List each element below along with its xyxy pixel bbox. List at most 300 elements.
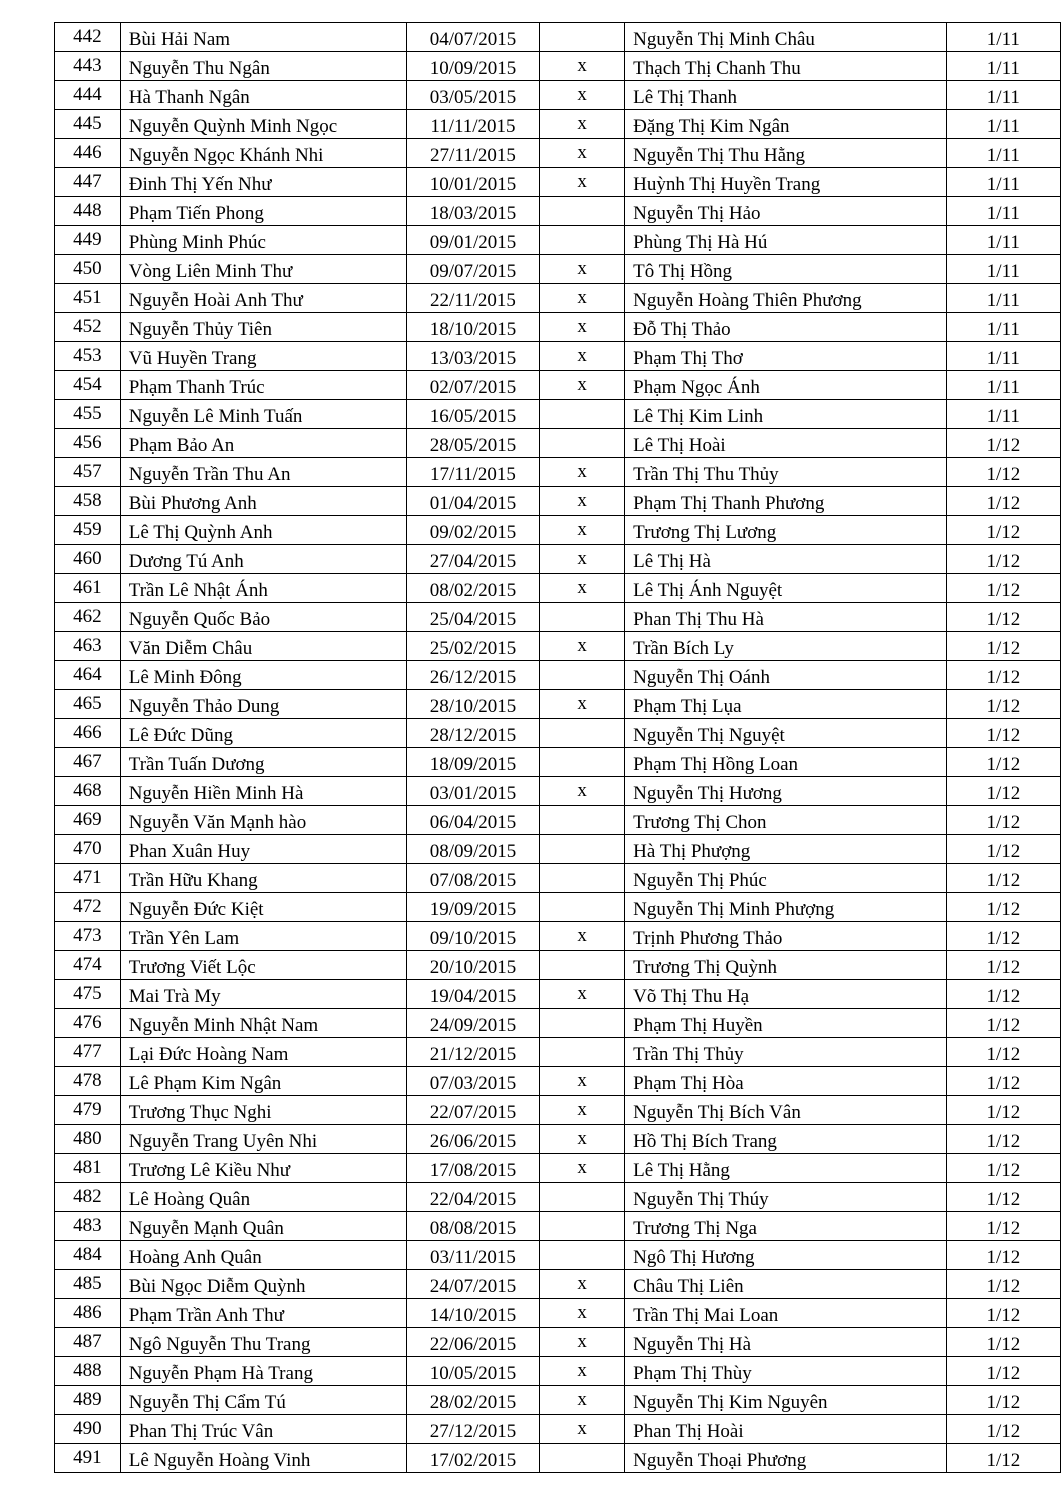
class-name: 1/12 [946, 574, 1060, 603]
table-row [55, 313, 1061, 342]
student-name: Bùi Ngọc Diễm Quỳnh [120, 1270, 406, 1299]
birth-date: 08/09/2015 [406, 835, 539, 864]
parent-name: Võ Thị Thu Hạ [625, 980, 947, 1009]
class-name: 1/12 [946, 1067, 1060, 1096]
birth-date: 03/11/2015 [406, 1241, 539, 1270]
parent-name: Phạm Thị Hòa [625, 1067, 947, 1096]
female-mark: x [540, 313, 625, 342]
female-mark: x [540, 1270, 625, 1299]
parent-name: Nguyễn Thoại Phương [625, 1444, 947, 1473]
class-name: 1/12 [946, 1154, 1060, 1183]
table-row [55, 1125, 1061, 1154]
table-row [55, 951, 1061, 980]
row-number: 481 [55, 1154, 121, 1183]
student-name: Hà Thanh Ngân [120, 81, 406, 110]
birth-date: 27/11/2015 [406, 139, 539, 168]
female-mark [540, 893, 625, 922]
student-name: Nguyễn Hoài Anh Thư [120, 284, 406, 313]
student-name: Nguyễn Phạm Hà Trang [120, 1357, 406, 1386]
table-row [55, 893, 1061, 922]
class-name: 1/12 [946, 1415, 1060, 1444]
parent-name: Nguyễn Thị Nguyệt [625, 719, 947, 748]
student-name: Vòng Liên Minh Thư [120, 255, 406, 284]
class-name: 1/12 [946, 864, 1060, 893]
class-name: 1/11 [946, 284, 1060, 313]
parent-name: Trương Thị Chon [625, 806, 947, 835]
parent-name: Hồ Thị Bích Trang [625, 1125, 947, 1154]
table-row [55, 429, 1061, 458]
birth-date: 04/07/2015 [406, 23, 539, 52]
class-name: 1/12 [946, 516, 1060, 545]
female-mark: x [540, 342, 625, 371]
birth-date: 22/11/2015 [406, 284, 539, 313]
class-name: 1/12 [946, 1096, 1060, 1125]
student-name: Phùng Minh Phúc [120, 226, 406, 255]
birth-date: 09/02/2015 [406, 516, 539, 545]
row-number: 448 [55, 197, 121, 226]
table-row [55, 1038, 1061, 1067]
row-number: 475 [55, 980, 121, 1009]
student-name: Nguyễn Minh Nhật Nam [120, 1009, 406, 1038]
table-row [55, 545, 1061, 574]
table-row [55, 1096, 1061, 1125]
table-row [55, 632, 1061, 661]
birth-date: 14/10/2015 [406, 1299, 539, 1328]
birth-date: 10/01/2015 [406, 168, 539, 197]
female-mark: x [540, 284, 625, 313]
row-number: 442 [55, 23, 121, 52]
table-row [55, 777, 1061, 806]
class-name: 1/12 [946, 1125, 1060, 1154]
parent-name: Lê Thị Kim Linh [625, 400, 947, 429]
parent-name: Đặng Thị Kim Ngân [625, 110, 947, 139]
row-number: 460 [55, 545, 121, 574]
class-name: 1/11 [946, 52, 1060, 81]
female-mark: x [540, 922, 625, 951]
birth-date: 18/03/2015 [406, 197, 539, 226]
birth-date: 28/02/2015 [406, 1386, 539, 1415]
table-row [55, 574, 1061, 603]
table-row [55, 690, 1061, 719]
female-mark [540, 1038, 625, 1067]
birth-date: 21/12/2015 [406, 1038, 539, 1067]
row-number: 478 [55, 1067, 121, 1096]
table-row [55, 1270, 1061, 1299]
birth-date: 17/08/2015 [406, 1154, 539, 1183]
birth-date: 17/11/2015 [406, 458, 539, 487]
parent-name: Lê Thị Hà [625, 545, 947, 574]
table-row [55, 400, 1061, 429]
parent-name: Nguyễn Thị Hảo [625, 197, 947, 226]
table-row [55, 371, 1061, 400]
class-name: 1/12 [946, 893, 1060, 922]
parent-name: Phạm Thị Thanh Phương [625, 487, 947, 516]
table-row [55, 168, 1061, 197]
female-mark [540, 603, 625, 632]
row-number: 450 [55, 255, 121, 284]
class-name: 1/11 [946, 226, 1060, 255]
parent-name: Lê Thị Hoài [625, 429, 947, 458]
parent-name: Nguyễn Thị Hương [625, 777, 947, 806]
student-list-body [55, 23, 1061, 1473]
parent-name: Phạm Thị Huyền [625, 1009, 947, 1038]
row-number: 455 [55, 400, 121, 429]
student-name: Bùi Phương Anh [120, 487, 406, 516]
student-name: Hoàng Anh Quân [120, 1241, 406, 1270]
table-row [55, 1299, 1061, 1328]
student-name: Nguyễn Thủy Tiên [120, 313, 406, 342]
parent-name: Trịnh Phương Thảo [625, 922, 947, 951]
birth-date: 24/09/2015 [406, 1009, 539, 1038]
student-name: Phan Thị Trúc Vân [120, 1415, 406, 1444]
student-name: Phạm Thanh Trúc [120, 371, 406, 400]
table-row [55, 1212, 1061, 1241]
female-mark: x [540, 1299, 625, 1328]
female-mark: x [540, 139, 625, 168]
parent-name: Phạm Thị Thùy [625, 1357, 947, 1386]
row-number: 461 [55, 574, 121, 603]
parent-name: Nguyễn Thị Minh Châu [625, 23, 947, 52]
table-row [55, 980, 1061, 1009]
row-number: 472 [55, 893, 121, 922]
birth-date: 24/07/2015 [406, 1270, 539, 1299]
female-mark [540, 806, 625, 835]
parent-name: Phạm Ngọc Ánh [625, 371, 947, 400]
row-number: 466 [55, 719, 121, 748]
student-name: Đinh Thị Yến Như [120, 168, 406, 197]
female-mark: x [540, 1357, 625, 1386]
row-number: 462 [55, 603, 121, 632]
class-name: 1/11 [946, 168, 1060, 197]
female-mark [540, 197, 625, 226]
student-name: Vũ Huyền Trang [120, 342, 406, 371]
birth-date: 26/06/2015 [406, 1125, 539, 1154]
parent-name: Nguyễn Thị Minh Phượng [625, 893, 947, 922]
table-row [55, 23, 1061, 52]
female-mark [540, 748, 625, 777]
birth-date: 19/04/2015 [406, 980, 539, 1009]
table-row [55, 516, 1061, 545]
female-mark: x [540, 371, 625, 400]
student-name: Trần Yên Lam [120, 922, 406, 951]
birth-date: 07/08/2015 [406, 864, 539, 893]
birth-date: 28/12/2015 [406, 719, 539, 748]
female-mark: x [540, 690, 625, 719]
row-number: 471 [55, 864, 121, 893]
parent-name: Châu Thị Liên [625, 1270, 947, 1299]
table-row [55, 1154, 1061, 1183]
class-name: 1/12 [946, 603, 1060, 632]
row-number: 467 [55, 748, 121, 777]
table-row [55, 864, 1061, 893]
class-name: 1/12 [946, 458, 1060, 487]
class-name: 1/12 [946, 545, 1060, 574]
class-name: 1/12 [946, 1270, 1060, 1299]
birth-date: 26/12/2015 [406, 661, 539, 690]
female-mark: x [540, 1415, 625, 1444]
student-name: Nguyễn Mạnh Quân [120, 1212, 406, 1241]
row-number: 449 [55, 226, 121, 255]
birth-date: 09/01/2015 [406, 226, 539, 255]
class-name: 1/12 [946, 690, 1060, 719]
student-name: Nguyễn Quỳnh Minh Ngọc [120, 110, 406, 139]
female-mark [540, 429, 625, 458]
table-row [55, 197, 1061, 226]
student-name: Lê Phạm Kim Ngân [120, 1067, 406, 1096]
female-mark [540, 661, 625, 690]
student-name: Trần Hữu Khang [120, 864, 406, 893]
parent-name: Nguyễn Thị Thu Hằng [625, 139, 947, 168]
student-name: Ngô Nguyễn Thu Trang [120, 1328, 406, 1357]
row-number: 458 [55, 487, 121, 516]
class-name: 1/11 [946, 197, 1060, 226]
student-name: Lại Đức Hoàng Nam [120, 1038, 406, 1067]
table-row [55, 806, 1061, 835]
female-mark: x [540, 777, 625, 806]
parent-name: Trần Bích Ly [625, 632, 947, 661]
female-mark: x [540, 81, 625, 110]
birth-date: 07/03/2015 [406, 1067, 539, 1096]
female-mark: x [540, 1096, 625, 1125]
table-row [55, 1357, 1061, 1386]
birth-date: 18/09/2015 [406, 748, 539, 777]
class-name: 1/12 [946, 1357, 1060, 1386]
table-row [55, 748, 1061, 777]
parent-name: Nguyễn Hoàng Thiên Phương [625, 284, 947, 313]
female-mark: x [540, 545, 625, 574]
female-mark: x [540, 1125, 625, 1154]
table-row [55, 661, 1061, 690]
student-name: Phạm Tiến Phong [120, 197, 406, 226]
parent-name: Trương Thị Lương [625, 516, 947, 545]
female-mark: x [540, 1386, 625, 1415]
row-number: 459 [55, 516, 121, 545]
student-name: Lê Hoàng Quân [120, 1183, 406, 1212]
row-number: 486 [55, 1299, 121, 1328]
female-mark [540, 835, 625, 864]
parent-name: Tô Thị Hồng [625, 255, 947, 284]
female-mark [540, 23, 625, 52]
student-name: Nguyễn Đức Kiệt [120, 893, 406, 922]
table-row [55, 1415, 1061, 1444]
row-number: 489 [55, 1386, 121, 1415]
student-name: Trần Lê Nhật Ánh [120, 574, 406, 603]
row-number: 476 [55, 1009, 121, 1038]
parent-name: Nguyễn Thị Bích Vân [625, 1096, 947, 1125]
student-name: Nguyễn Trang Uyên Nhi [120, 1125, 406, 1154]
class-name: 1/12 [946, 777, 1060, 806]
table-row [55, 1241, 1061, 1270]
row-number: 469 [55, 806, 121, 835]
table-row [55, 1183, 1061, 1212]
birth-date: 10/09/2015 [406, 52, 539, 81]
female-mark [540, 951, 625, 980]
parent-name: Trần Thị Mai Loan [625, 1299, 947, 1328]
female-mark [540, 1444, 625, 1473]
student-name: Nguyễn Hiền Minh Hà [120, 777, 406, 806]
birth-date: 03/01/2015 [406, 777, 539, 806]
table-row [55, 81, 1061, 110]
parent-name: Đỗ Thị Thảo [625, 313, 947, 342]
birth-date: 16/05/2015 [406, 400, 539, 429]
parent-name: Phạm Thị Lụa [625, 690, 947, 719]
birth-date: 02/07/2015 [406, 371, 539, 400]
student-name: Mai Trà My [120, 980, 406, 1009]
table-row [55, 719, 1061, 748]
parent-name: Trương Thị Quỳnh [625, 951, 947, 980]
parent-name: Nguyễn Thị Phúc [625, 864, 947, 893]
student-name: Nguyễn Trần Thu An [120, 458, 406, 487]
student-name: Nguyễn Lê Minh Tuấn [120, 400, 406, 429]
row-number: 488 [55, 1357, 121, 1386]
student-name: Trần Tuấn Dương [120, 748, 406, 777]
row-number: 470 [55, 835, 121, 864]
student-name: Trương Lê Kiều Như [120, 1154, 406, 1183]
female-mark: x [540, 487, 625, 516]
row-number: 465 [55, 690, 121, 719]
class-name: 1/12 [946, 806, 1060, 835]
row-number: 490 [55, 1415, 121, 1444]
row-number: 485 [55, 1270, 121, 1299]
table-row [55, 226, 1061, 255]
birth-date: 22/04/2015 [406, 1183, 539, 1212]
student-name: Nguyễn Ngọc Khánh Nhi [120, 139, 406, 168]
row-number: 468 [55, 777, 121, 806]
class-name: 1/12 [946, 748, 1060, 777]
birth-date: 19/09/2015 [406, 893, 539, 922]
birth-date: 08/02/2015 [406, 574, 539, 603]
birth-date: 06/04/2015 [406, 806, 539, 835]
row-number: 473 [55, 922, 121, 951]
birth-date: 09/10/2015 [406, 922, 539, 951]
row-number: 477 [55, 1038, 121, 1067]
student-name: Trương Viết Lộc [120, 951, 406, 980]
table-row [55, 342, 1061, 371]
student-name: Trương Thục Nghi [120, 1096, 406, 1125]
parent-name: Phan Thị Hoài [625, 1415, 947, 1444]
parent-name: Nguyễn Thị Thúy [625, 1183, 947, 1212]
row-number: 491 [55, 1444, 121, 1473]
row-number: 452 [55, 313, 121, 342]
class-name: 1/11 [946, 371, 1060, 400]
parent-name: Huỳnh Thị Huyền Trang [625, 168, 947, 197]
class-name: 1/12 [946, 835, 1060, 864]
class-name: 1/11 [946, 139, 1060, 168]
female-mark [540, 1183, 625, 1212]
table-row [55, 922, 1061, 951]
female-mark: x [540, 52, 625, 81]
birth-date: 28/10/2015 [406, 690, 539, 719]
female-mark [540, 1009, 625, 1038]
parent-name: Phùng Thị Hà Hú [625, 226, 947, 255]
student-name: Phạm Bảo An [120, 429, 406, 458]
table-row [55, 1328, 1061, 1357]
row-number: 463 [55, 632, 121, 661]
student-name: Bùi Hải Nam [120, 23, 406, 52]
row-number: 483 [55, 1212, 121, 1241]
table-row [55, 1067, 1061, 1096]
row-number: 457 [55, 458, 121, 487]
parent-name: Trần Thị Thủy [625, 1038, 947, 1067]
table-row [55, 1009, 1061, 1038]
class-name: 1/12 [946, 1241, 1060, 1270]
row-number: 453 [55, 342, 121, 371]
female-mark: x [540, 632, 625, 661]
female-mark: x [540, 980, 625, 1009]
student-name: Nguyễn Thu Ngân [120, 52, 406, 81]
female-mark: x [540, 516, 625, 545]
table-row [55, 255, 1061, 284]
female-mark [540, 1241, 625, 1270]
row-number: 487 [55, 1328, 121, 1357]
parent-name: Nguyễn Thị Hà [625, 1328, 947, 1357]
class-name: 1/12 [946, 632, 1060, 661]
parent-name: Nguyễn Thị Oánh [625, 661, 947, 690]
parent-name: Lê Thị Ánh Nguyệt [625, 574, 947, 603]
class-name: 1/11 [946, 313, 1060, 342]
table-row [55, 603, 1061, 632]
row-number: 482 [55, 1183, 121, 1212]
row-number: 484 [55, 1241, 121, 1270]
class-name: 1/12 [946, 1444, 1060, 1473]
table-row [55, 487, 1061, 516]
parent-name: Nguyễn Thị Kim Nguyên [625, 1386, 947, 1415]
student-name: Lê Minh Đông [120, 661, 406, 690]
row-number: 456 [55, 429, 121, 458]
table-row [55, 835, 1061, 864]
female-mark [540, 226, 625, 255]
student-name: Nguyễn Văn Mạnh hào [120, 806, 406, 835]
table-row [55, 139, 1061, 168]
table-row [55, 284, 1061, 313]
birth-date: 01/04/2015 [406, 487, 539, 516]
class-name: 1/12 [946, 719, 1060, 748]
student-name: Nguyễn Quốc Bảo [120, 603, 406, 632]
class-name: 1/11 [946, 255, 1060, 284]
row-number: 474 [55, 951, 121, 980]
class-name: 1/12 [946, 980, 1060, 1009]
birth-date: 18/10/2015 [406, 313, 539, 342]
female-mark [540, 719, 625, 748]
row-number: 464 [55, 661, 121, 690]
student-name: Nguyễn Thảo Dung [120, 690, 406, 719]
female-mark: x [540, 168, 625, 197]
row-number: 445 [55, 110, 121, 139]
birth-date: 17/02/2015 [406, 1444, 539, 1473]
female-mark [540, 400, 625, 429]
student-list-table [54, 22, 1061, 1473]
student-name: Văn Diễm Châu [120, 632, 406, 661]
row-number: 454 [55, 371, 121, 400]
birth-date: 28/05/2015 [406, 429, 539, 458]
student-name: Nguyễn Thị Cẩm Tú [120, 1386, 406, 1415]
student-name: Lê Thị Quỳnh Anh [120, 516, 406, 545]
row-number: 444 [55, 81, 121, 110]
student-name: Phan Xuân Huy [120, 835, 406, 864]
female-mark: x [540, 1154, 625, 1183]
birth-date: 25/02/2015 [406, 632, 539, 661]
female-mark: x [540, 110, 625, 139]
row-number: 447 [55, 168, 121, 197]
class-name: 1/12 [946, 1386, 1060, 1415]
class-name: 1/12 [946, 1299, 1060, 1328]
class-name: 1/12 [946, 922, 1060, 951]
parent-name: Phan Thị Thu Hà [625, 603, 947, 632]
class-name: 1/12 [946, 1183, 1060, 1212]
birth-date: 03/05/2015 [406, 81, 539, 110]
birth-date: 27/04/2015 [406, 545, 539, 574]
birth-date: 27/12/2015 [406, 1415, 539, 1444]
